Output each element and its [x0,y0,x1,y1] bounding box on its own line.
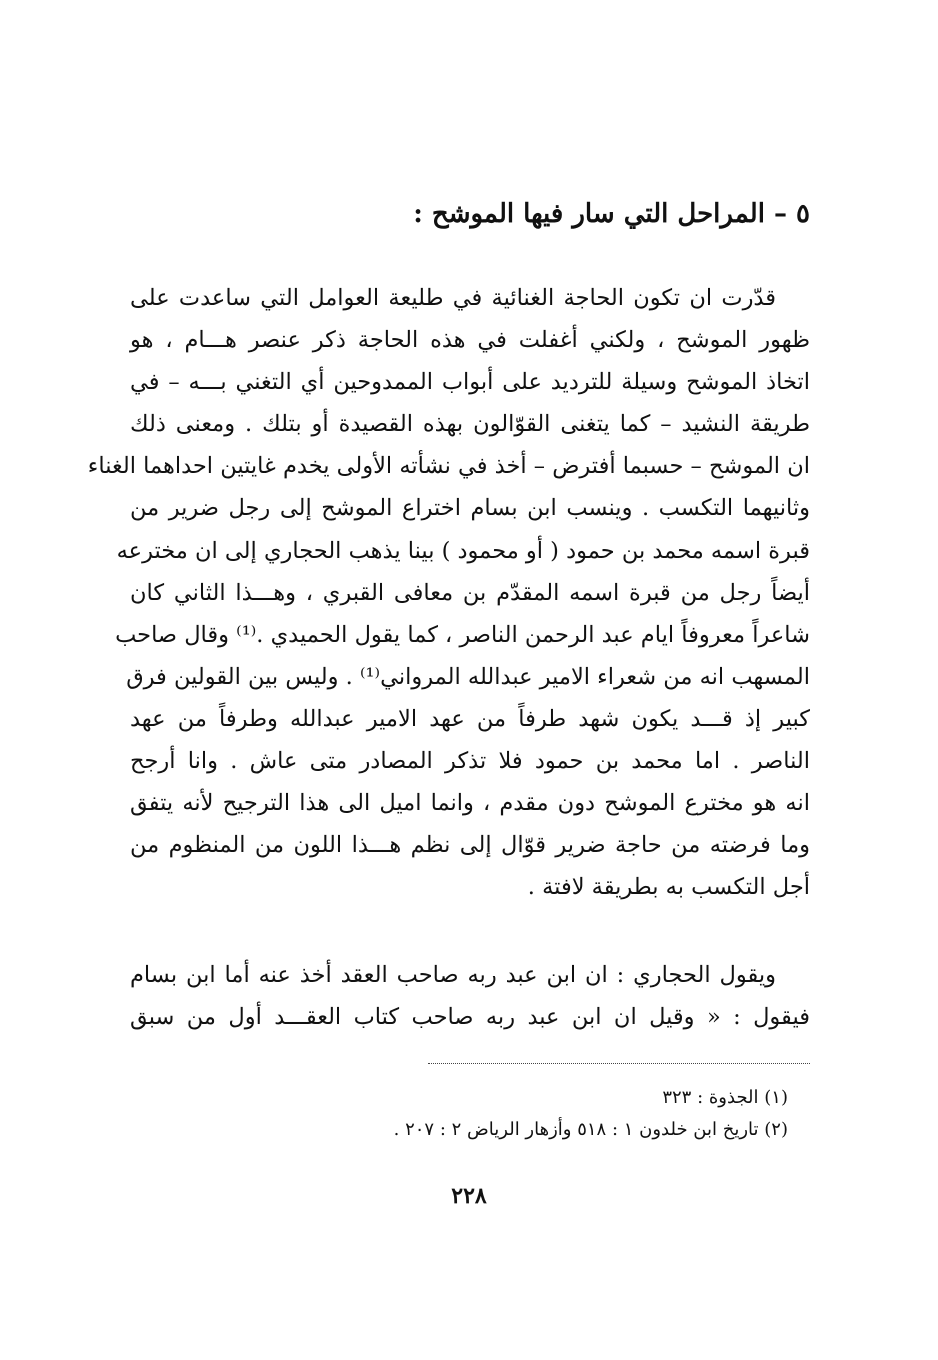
paragraph-1-line: وثانيهما التكسب . وينسب ابن بسام اختراع الموشح إلى رجل ضرير من [130,495,810,522]
paragraph-2 [130,954,810,1038]
page-number: ٢٢٨ [451,1183,487,1209]
paragraph-1-line: انه هو مخترع الموشح دون مقدم ، وانما اميل الى هذا الترجيح لأنه يتفق [130,790,810,817]
paragraph-2-line: فيقول : « وقيل ان ابن عبد ربه صاحب كتاب العقـــد أول من سبق [130,1004,810,1031]
paragraph-1-line: طريقة النشيد – كما يتغنى القوّالون بهذه القصيدة أو بتلك . ومعنى ذلك [130,411,810,438]
paragraph-1-line: الناصر . اما محمد بن حمود فلا تذكر المصادر متى عاش . وانا أرجح [130,748,810,775]
paragraph-1-line: ظهور الموشح ، ولكني أغفلت في هذه الحاجة ذكر عنصر هـــام ، هو [130,327,810,354]
paragraph-1-line: كبير إذ قـــد يكون شهد طرفاً من عهد الامير عبدالله وطرفاً من عهد [130,705,810,732]
footnote-divider [428,1063,810,1064]
paragraph-2-line: ويقول الحجاري : ان ابن عبد ربه صاحب العقد أخذ عنه أما ابن بسام [130,962,776,988]
footnote-2: (٢) تاريخ ابن خلدون ١ : ٥١٨ وأزهار الرياض ٢ : ٢٠٧ . [393,1119,788,1140]
section-heading: ٥ – المراحل التي سار فيها الموشح : [413,199,810,229]
paragraph-1-line: اتخاذ الموشح وسيلة للترديد على أبواب الممدوحين أي التغني بـــه – في [130,369,810,396]
paragraph-1-line: أيضاً رجل من قبرة اسمه المقدّم بن معافى القبري ، وهـــذا الثاني كان [130,579,810,606]
paragraph-1-line: المسهب انه من شعراء الامير عبدالله المرواني⁽¹⁾ . وليس بين القولين فرق [126,663,810,690]
paragraph-1-line: ان الموشح – حسبما أفترض – أخذ في نشأته الأولى يخدم غايتين احداهما الغناء [87,453,810,480]
paragraph-1-line: أجل التكسب به بطريقة لافتة . [527,874,810,901]
footnotes [228,1082,788,1146]
paragraph-1 [87,277,810,908]
paragraph-1-line: شاعراً معروفاً ايام عبد الرحمن الناصر ، كما يقول الحميدي .⁽¹⁾ وقال صاحب [115,621,810,648]
paragraph-1-line: وما فرضته من حاجة ضرير قوّال إلى نظم هـــذا اللون من المنظوم من [130,832,810,859]
paragraph-1-line: قبرة اسمه محمد بن حمود ( أو محمود ) بينا يذهب الحجاري إلى ان مخترعه [116,537,810,564]
paragraph-1-line: قدّرت ان تكون الحاجة الغنائية في طليعة العوامل التي ساعدت على [130,285,776,311]
footnote-1: (١) الجذوة : ٣٢٣ [662,1087,788,1108]
